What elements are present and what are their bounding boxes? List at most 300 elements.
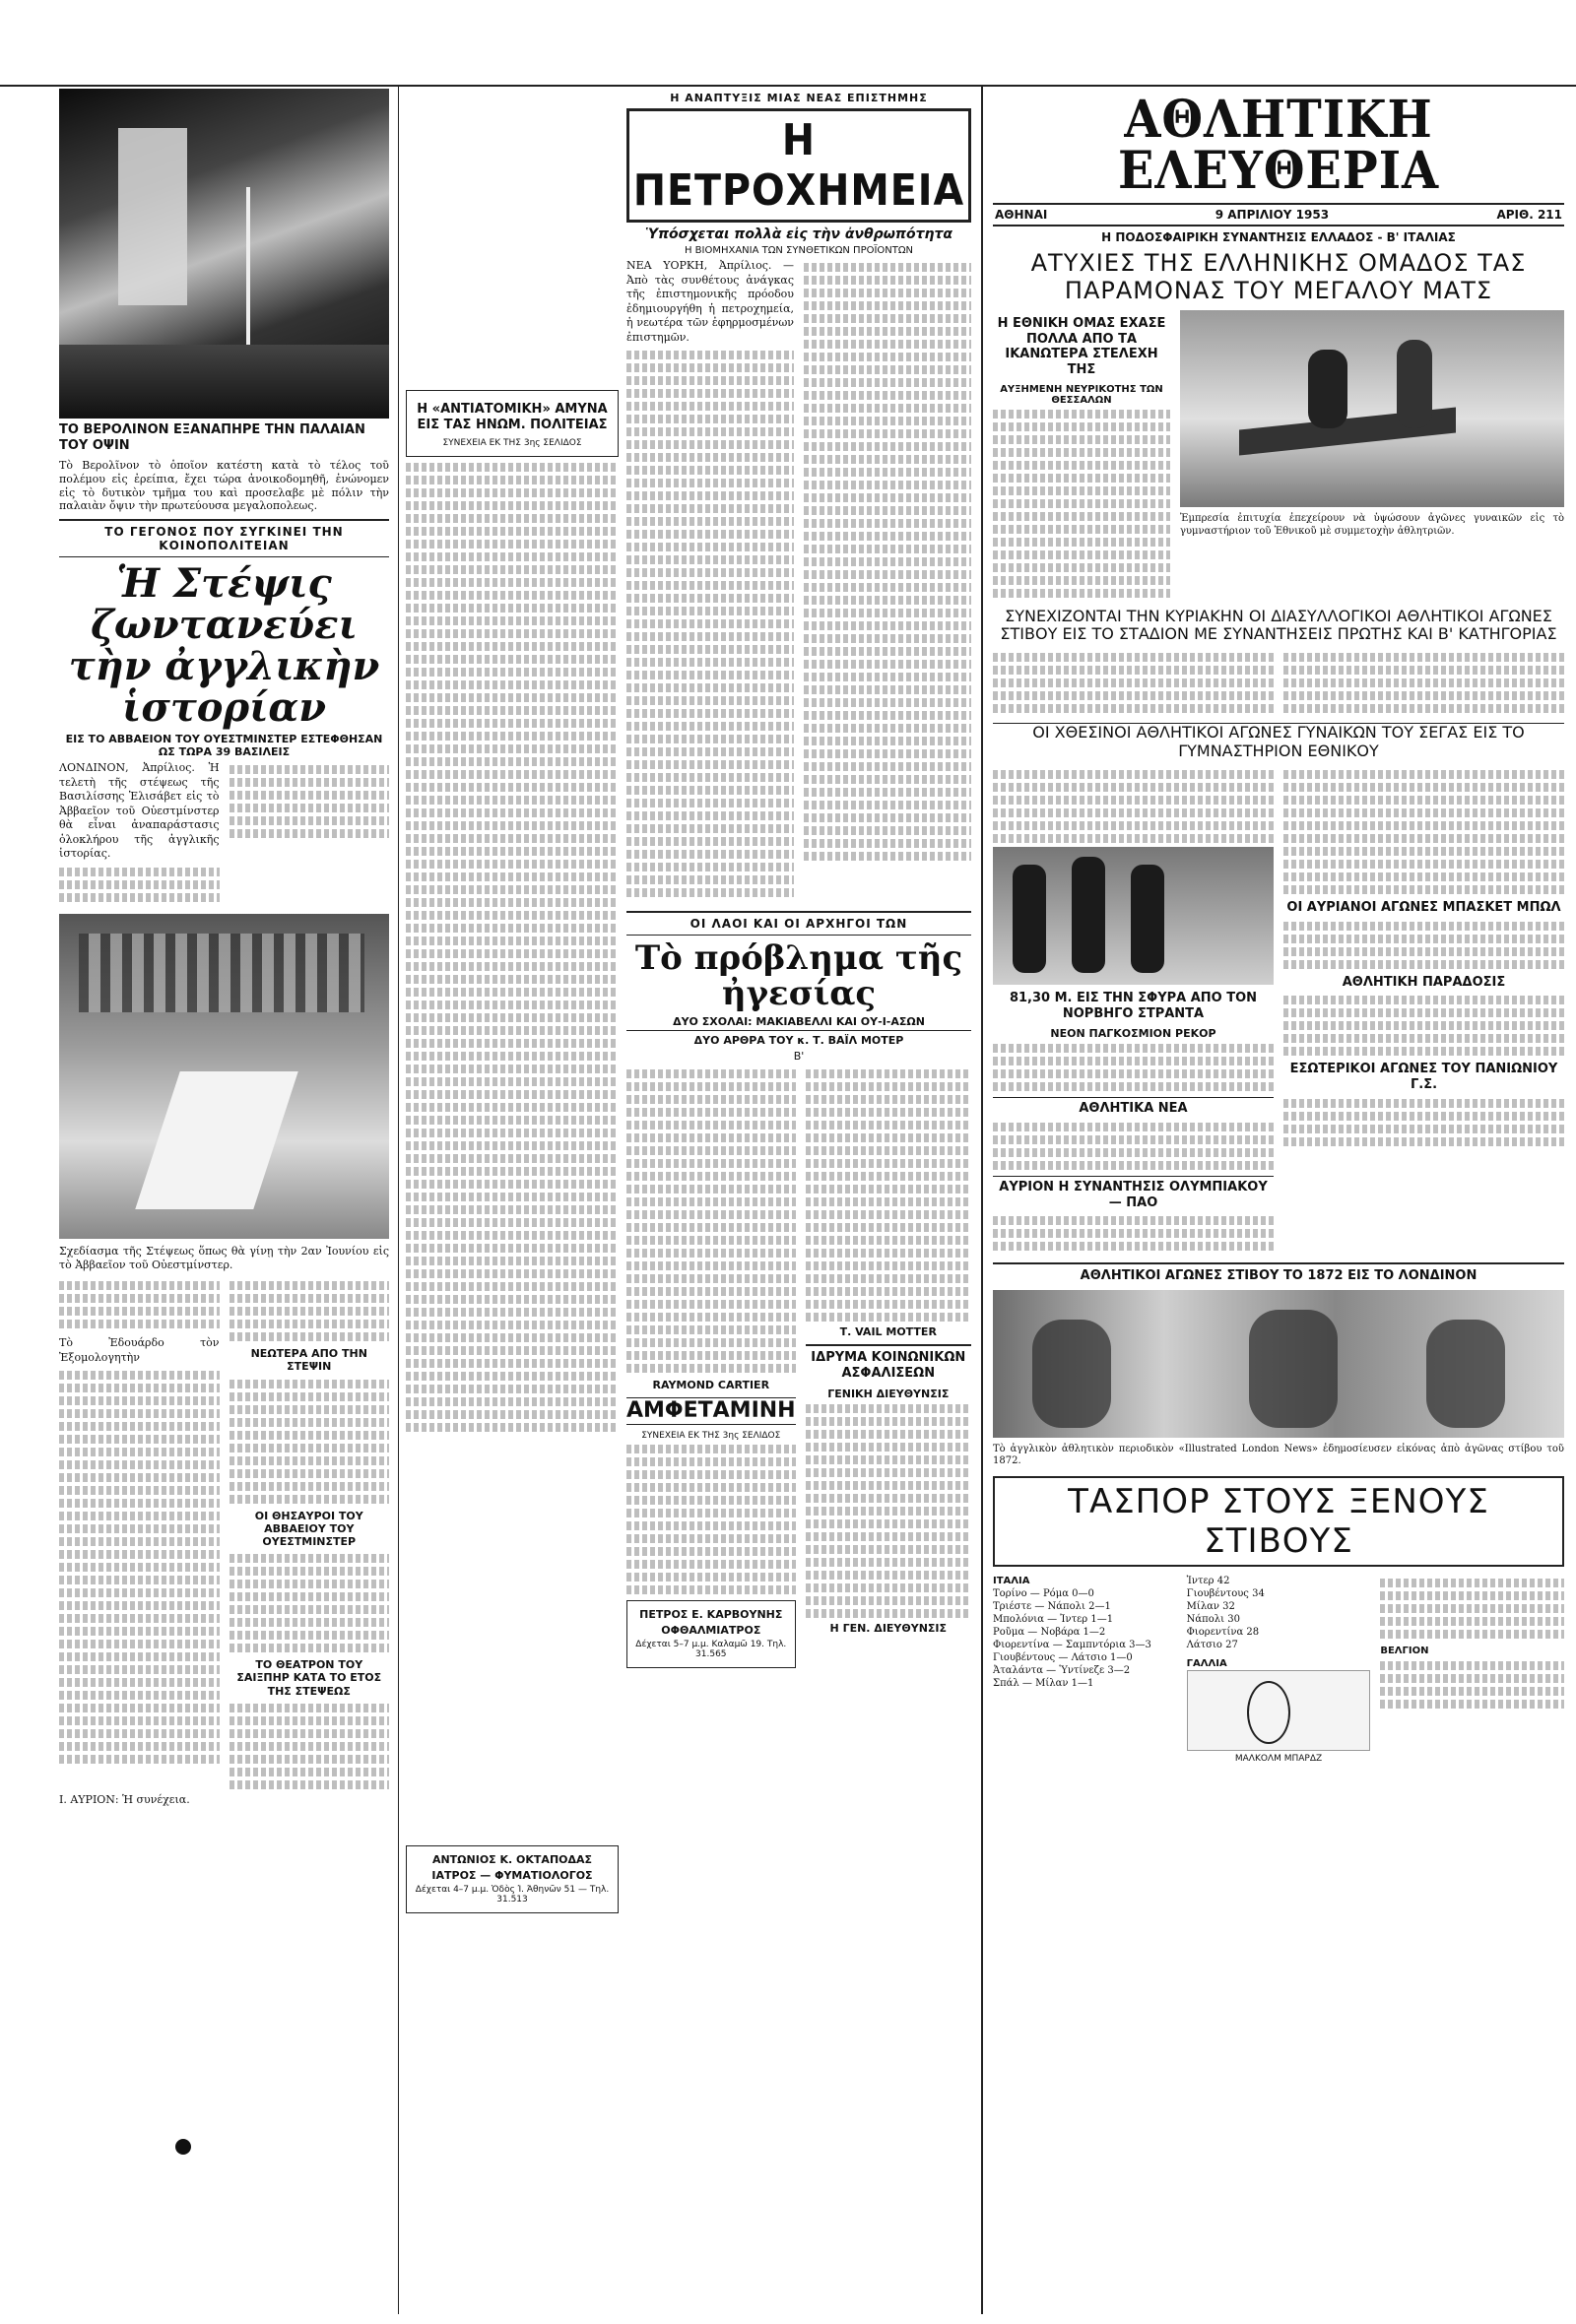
text-line <box>230 1592 390 1601</box>
text-line <box>626 1338 796 1347</box>
text-line <box>626 1287 796 1296</box>
text-line <box>804 647 971 656</box>
text-line <box>626 594 794 603</box>
text-line <box>804 788 971 797</box>
sport-photo1-col <box>1180 310 1564 601</box>
sport-headline: ΑΤΥΧΙΕΣ ΤΗΣ ΕΛΛΗΝΙΚΗΣ ΟΜΑΔΟΣ ΤΑΣ ΠΑΡΑΜΟΝΑΣ ΤΟΥ ΜΕΓΑΛΟΥ ΜΑΤΣ <box>1030 249 1527 304</box>
sport-sub-left2: ΑΥΞΗΜΕΝΗ ΝΕΥΡΙΚΟΤΗΣ ΤΩΝ ΘΕΣΣΑΛΩΝ <box>1000 383 1163 406</box>
text-line <box>1283 847 1564 856</box>
pet-body <box>626 259 971 901</box>
text-line <box>230 1554 390 1563</box>
text-line <box>626 773 794 782</box>
text-line <box>626 811 794 820</box>
text-line <box>626 1483 796 1492</box>
text-line <box>406 693 619 702</box>
text-line <box>806 1468 971 1477</box>
text-line <box>993 1057 1274 1065</box>
leaders-sub2: ΔΥΟ ΑΡΘΡΑ ΤΟΥ κ. Τ. ΒΑΪΛ ΜΟΤΕΡ <box>693 1034 904 1048</box>
text-line <box>626 543 794 551</box>
text-line <box>993 474 1170 483</box>
text-line <box>406 1218 619 1227</box>
text-line <box>626 1069 796 1078</box>
text-line <box>59 1755 220 1764</box>
league-line: Τορίνο — Ρόμα 0—0 <box>993 1587 1094 1599</box>
text-line <box>626 1351 796 1360</box>
text-line <box>626 850 794 859</box>
text-line <box>406 860 619 869</box>
text-line <box>230 1392 390 1401</box>
text-line <box>406 1180 619 1189</box>
text-line <box>804 301 971 310</box>
photo-street <box>59 345 389 419</box>
text-line <box>804 839 971 848</box>
engraving-figure <box>1249 1310 1338 1428</box>
text-line <box>230 1281 390 1290</box>
text-line <box>1283 783 1564 792</box>
text-line <box>59 1704 220 1712</box>
text-line <box>406 1269 619 1278</box>
text-line <box>806 1558 971 1567</box>
text-line <box>806 1274 971 1283</box>
text-line <box>1283 935 1564 943</box>
text-line <box>626 671 794 679</box>
section-next: ΝΕΩΤΕΡΑ ΑΠΟ ΤΗΝ ΣΤΕΨΙΝ <box>250 1347 367 1374</box>
article-lead: ΛΟΝΔΙΝΟΝ, Ἀπρίλιος. Ἡ τελετὴ τῆς στέψεως τῆς Βασιλίσσης Ἐλισάβετ εἰς τὸ Ἀββαεῖον τοῦ Οὐεστμίνστερ θὰ εἶναι ἀναπαράστασις ὁλοκλήρου τῆς ἀγγλικῆς ἱστορίας. <box>59 761 220 861</box>
text-line <box>626 555 794 564</box>
text-line <box>993 666 1274 675</box>
photo-runner <box>1131 865 1164 973</box>
text-line <box>804 801 971 809</box>
text-line <box>59 1640 220 1648</box>
text-line <box>993 796 1274 805</box>
text-line <box>230 1418 390 1427</box>
pet-kicker: Η ΑΝΑΠΤΥΞΙΣ ΜΙΑΣ ΝΕΑΣ ΕΠΙΣΤΗΜΗΣ <box>670 92 928 104</box>
text-line <box>993 783 1274 792</box>
standing-line: Φιορεντίνα 28 <box>1186 1626 1260 1638</box>
text-line <box>406 1385 619 1393</box>
text-line <box>993 1082 1274 1091</box>
text-line <box>230 1294 390 1303</box>
text-line <box>993 1069 1274 1078</box>
text-line <box>406 911 619 920</box>
text-line <box>1380 1591 1564 1600</box>
text-line <box>626 1364 796 1373</box>
text-line <box>993 512 1170 521</box>
text-line <box>993 1161 1274 1170</box>
standing-line: Μίλαν 32 <box>1186 1600 1235 1612</box>
text-line <box>626 402 794 411</box>
text-line <box>626 1560 796 1569</box>
text-line <box>804 570 971 579</box>
text-line <box>230 1444 390 1452</box>
text-line <box>406 744 619 753</box>
text-line <box>1283 1137 1564 1146</box>
col-head-panionios: ΕΣΩΤΕΡΙΚΟΙ ΑΓΩΝΕΣ ΤΟΥ ΠΑΝΙΩΝΙΟΥ Γ.Σ. <box>1289 1062 1558 1092</box>
text-line <box>1283 704 1564 713</box>
text-line <box>626 376 794 385</box>
text-line <box>626 1197 796 1206</box>
text-line <box>804 634 971 643</box>
text-line <box>993 448 1170 457</box>
text-line <box>993 1216 1274 1225</box>
text-line <box>406 527 619 536</box>
text-line <box>406 1282 619 1291</box>
photo-runner <box>1072 857 1105 973</box>
text-line <box>406 591 619 600</box>
text-line <box>406 1065 619 1073</box>
text-line <box>804 826 971 835</box>
text-line <box>804 685 971 694</box>
text-line <box>806 1223 971 1232</box>
text-line <box>804 596 971 605</box>
text-line <box>626 491 794 500</box>
text-line <box>406 975 619 984</box>
text-line <box>626 1172 796 1181</box>
text-line <box>626 363 794 372</box>
league-line: Σπάλ — Μίλαν 1—1 <box>993 1677 1094 1689</box>
text-line <box>806 1443 971 1452</box>
text-line <box>806 1172 971 1181</box>
sport-sub2-body <box>993 649 1564 717</box>
text-line <box>804 698 971 707</box>
text-line <box>59 1460 220 1469</box>
cartoon-caption: ΜΑΛΚΟΛΜ ΜΠΑΡΔΖ <box>1234 1753 1323 1764</box>
record-head: 81,30 Μ. ΕΙΣ ΤΗΝ ΣΦΥΡΑ ΑΠΟ ΤΟΝ ΝΟΡΒΗΓΟ ΣΤΡΑΝΤΑ <box>1009 991 1258 1021</box>
text-line <box>230 816 390 825</box>
text-line <box>230 1605 390 1614</box>
sport-sub-left: Η ΕΘΝΙΚΗ ΟΜΑΣ ΕΧΑΣΕ ΠΟΛΛΑ ΑΠΟ ΤΑ ΙΚΑΝΩΤΕΡΑ ΣΤΕΛΕΧΗ ΤΗΣ <box>997 316 1166 377</box>
text-line <box>59 1384 220 1392</box>
text-line <box>1380 1661 1564 1670</box>
text-line <box>59 1524 220 1533</box>
text-line <box>59 1627 220 1636</box>
text-line <box>993 1242 1274 1251</box>
text-line <box>59 1448 220 1456</box>
drawing-figures <box>79 934 364 1012</box>
text-line <box>804 442 971 451</box>
photo1-caption: Τὸ Βερολῖνον τὸ ὁποῖον κατέστη κατὰ τὸ τέλος τοῦ πολέμου εἰς ἐρείπια, ἔχει τώρα ἀνοικοδομηθῆ, ἐνώνομεν εἰς τὸ δυτικὸν τμῆμα του καὶ προσελαβε μὲ πόλιν τὴν παλαιὰν ὄψιν τὴν πρωτεύουσα μεγαλοπολεως. <box>59 459 389 513</box>
text-line <box>993 1135 1274 1144</box>
text-line <box>993 435 1170 444</box>
text-line <box>230 1729 390 1738</box>
text-line <box>406 655 619 664</box>
text-line <box>230 1618 390 1627</box>
notice-title: ΙΔΡΥΜΑ ΚΟΙΝΩΝΙΚΩΝ ΑΣΦΑΛΙΣΕΩΝ <box>806 1344 971 1381</box>
text-line <box>59 1512 220 1520</box>
col-head-basket: ΟΙ ΑΥΡΙΑΝΟΙ ΑΓΩΝΕΣ ΜΠΑΣΚΕΤ ΜΠΩΛ <box>1286 900 1561 916</box>
text-line <box>406 1346 619 1355</box>
text-line <box>1283 796 1564 805</box>
text-line <box>230 1495 390 1504</box>
text-line <box>59 1294 220 1303</box>
text-line <box>626 1470 796 1479</box>
text-line <box>626 1534 796 1543</box>
text-line <box>406 642 619 651</box>
text-line <box>406 1308 619 1317</box>
text-line <box>1283 922 1564 931</box>
text-line <box>406 719 619 728</box>
text-line <box>806 1159 971 1168</box>
text-line <box>1283 678 1564 687</box>
text-line <box>406 668 619 677</box>
text-line <box>806 1146 971 1155</box>
sport-lead-col <box>993 310 1170 601</box>
text-line <box>406 463 619 472</box>
text-line <box>993 410 1170 419</box>
text-line <box>993 834 1274 843</box>
text-line <box>626 709 794 718</box>
text-line <box>59 1281 220 1290</box>
text-line <box>806 1596 971 1605</box>
text-line <box>230 1716 390 1725</box>
eye-doctor-name: ΠΕΤΡΟΣ Ε. ΚΑΡΒΟΥΝΗΣ <box>639 1607 783 1621</box>
text-line <box>626 799 794 807</box>
eye-doctor-address: Δέχεται 5–7 μ.μ. Καλαμῶ 19. Τηλ. 31.565 <box>635 1639 787 1659</box>
text-line <box>59 1563 220 1572</box>
text-line <box>993 461 1170 470</box>
antiatomic-box <box>406 390 619 457</box>
berlin-night-photo <box>59 89 389 419</box>
text-line <box>993 538 1170 547</box>
text-line <box>806 1609 971 1618</box>
text-line <box>993 691 1274 700</box>
text-line <box>804 852 971 861</box>
leaders-body <box>626 1065 971 1673</box>
text-line <box>626 1585 796 1594</box>
text-line <box>406 732 619 741</box>
text-line <box>804 545 971 553</box>
text-line <box>804 711 971 720</box>
text-line <box>626 415 794 423</box>
text-line <box>626 479 794 487</box>
photo-athlete <box>1397 340 1432 428</box>
text-line <box>804 417 971 425</box>
text-line <box>804 749 971 758</box>
text-line <box>406 885 619 894</box>
text-line <box>1283 947 1564 956</box>
text-line <box>1283 1021 1564 1030</box>
text-line <box>626 722 794 731</box>
text-line <box>806 1121 971 1130</box>
text-line <box>1283 996 1564 1004</box>
text-line <box>626 1236 796 1245</box>
text-line <box>626 1249 796 1258</box>
text-line <box>626 1082 796 1091</box>
text-line <box>804 557 971 566</box>
text-line <box>626 1223 796 1232</box>
text-line <box>626 1159 796 1168</box>
text-line <box>806 1430 971 1439</box>
text-line <box>406 1077 619 1086</box>
text-line <box>59 880 220 889</box>
text-line <box>806 1494 971 1503</box>
text-line <box>804 762 971 771</box>
text-line <box>406 1141 619 1150</box>
left-body-lower <box>59 1277 389 1793</box>
text-line <box>626 1496 796 1505</box>
text-line <box>230 1456 390 1465</box>
text-line <box>1283 1034 1564 1043</box>
text-line <box>59 1396 220 1405</box>
text-line <box>406 924 619 933</box>
cartoon-face <box>1247 1681 1290 1744</box>
text-line <box>59 1435 220 1444</box>
left-column <box>59 89 389 1813</box>
text-line <box>626 1547 796 1556</box>
text-line <box>993 550 1170 559</box>
text-line <box>993 1123 1274 1131</box>
text-line <box>626 747 794 756</box>
column-rule <box>398 87 399 2314</box>
text-line <box>406 1001 619 1009</box>
text-line <box>230 1755 390 1764</box>
text-line <box>626 875 794 884</box>
text-line <box>230 1580 390 1588</box>
text-line <box>806 1583 971 1592</box>
text-line <box>1380 1579 1564 1587</box>
text-line <box>406 488 619 497</box>
text-line <box>230 1482 390 1491</box>
text-line <box>993 563 1170 572</box>
text-line <box>804 506 971 515</box>
text-line <box>626 1185 796 1194</box>
middle-left-column <box>406 89 619 1919</box>
text-line <box>806 1236 971 1245</box>
amphetamine-title: ΑΜΦΕΤΑΜΙΝΗ <box>626 1398 796 1424</box>
sport-mid-right <box>1283 766 1564 1255</box>
text-line <box>1283 1125 1564 1133</box>
text-line <box>59 1652 220 1661</box>
spacer <box>406 89 619 384</box>
text-line <box>1380 1604 1564 1613</box>
text-line <box>406 1423 619 1432</box>
text-line <box>626 696 794 705</box>
text-line <box>1283 1112 1564 1121</box>
text-line <box>230 1332 390 1341</box>
pet-lead: ΝΕΑ ΥΟΡΚΗ, Ἀπρίλιος. — Ἀπὸ τὰς συνθέτους ἀνάγκας τῆς ἐπιστημονικῆς πρόοδου ἐδημιουργήθη ἡ πετροχημεία, ἡ νεωτέρα τῶν ἐφηρμοσμένων ἐπιστημῶν. <box>626 259 794 344</box>
text-line <box>406 565 619 574</box>
text-line <box>406 680 619 689</box>
league-line: Μπολόνια — Ἰντερ 1—1 <box>993 1613 1114 1625</box>
text-line <box>1380 1700 1564 1709</box>
text-line <box>804 404 971 413</box>
text-line <box>806 1519 971 1528</box>
text-line <box>993 770 1274 779</box>
text-line <box>406 796 619 805</box>
france-head: ΓΑΛΛΙΑ <box>1186 1657 1227 1669</box>
text-line <box>406 1295 619 1304</box>
text-line <box>804 493 971 502</box>
text-line <box>406 834 619 843</box>
text-line <box>626 389 794 398</box>
text-line <box>406 1013 619 1022</box>
text-line <box>626 530 794 539</box>
text-line <box>406 847 619 856</box>
text-line <box>230 1567 390 1576</box>
text-line <box>806 1287 971 1296</box>
text-line <box>804 378 971 387</box>
text-line <box>406 757 619 766</box>
text-line <box>626 607 794 615</box>
sport-meta-row <box>993 203 1564 226</box>
text-line <box>406 616 619 625</box>
text-line <box>626 824 794 833</box>
text-line <box>406 540 619 549</box>
text-line <box>1380 1630 1564 1639</box>
standing-line: Ἰντερ 42 <box>1186 1575 1230 1586</box>
tasport-body <box>993 1575 1564 1769</box>
text-line <box>626 440 794 449</box>
section-theatre: ΤΟ ΘΕΑΤΡΟΝ ΤΟΥ ΣΑΙΞΠΗΡ ΚΑΤΑ ΤΟ ΕΤΟΣ ΤΗΣ ΣΤΕΨΕΩΣ <box>236 1658 382 1698</box>
notice-sub: ΓΕΝΙΚΗ ΔΙΕΥΘΥΝΣΙΣ <box>827 1387 950 1400</box>
text-line <box>59 1665 220 1674</box>
text-line <box>1283 885 1564 894</box>
belgium-head: ΒΕΛΓΙΟΝ <box>1380 1645 1429 1656</box>
text-line <box>1283 821 1564 830</box>
text-line <box>804 583 971 592</box>
text-line <box>59 893 220 902</box>
text-line <box>626 1210 796 1219</box>
text-line <box>806 1313 971 1322</box>
sport-mid-left <box>993 766 1274 1255</box>
meeting-head: ΑΥΡΙΟΝ Η ΣΥΝΑΝΤΗΣΙΣ ΟΛΥΜΠΙΑΚΟΥ — ΠΑΟ <box>993 1176 1274 1210</box>
text-line <box>626 1573 796 1582</box>
text-line <box>59 1742 220 1751</box>
doctor-ad-title: ΙΑΤΡΟΣ — ΦΥΜΑΤΙΟΛΟΓΟΣ <box>431 1869 593 1883</box>
col-head-tradition: ΑΘΛΗΤΙΚΗ ΠΑΡΑΔΟΣΙΣ <box>1342 974 1506 990</box>
text-line <box>806 1261 971 1270</box>
league-line: Φιορεντίνα — Σαμπντόρια 3—3 <box>993 1639 1151 1650</box>
sport-date: 9 ΑΠΡΙΛΙΟΥ 1953 <box>1215 208 1330 222</box>
text-line <box>806 1417 971 1426</box>
text-line <box>406 872 619 881</box>
text-line <box>406 783 619 792</box>
text-line <box>804 263 971 272</box>
photo-runner <box>1013 865 1046 973</box>
text-line <box>59 1320 220 1328</box>
text-line <box>804 673 971 681</box>
text-line <box>59 1614 220 1623</box>
text-line <box>804 289 971 297</box>
text-line <box>406 770 619 779</box>
text-line <box>993 808 1274 817</box>
standings-col <box>1187 1575 1371 1769</box>
sport-issue: ΑΡΙΘ. 211 <box>1496 208 1562 222</box>
amphetamine-author: RAYMOND CARTIER <box>652 1379 770 1392</box>
text-line <box>804 314 971 323</box>
text-line <box>626 1274 796 1283</box>
article-subhead: ΕΙΣ ΤΟ ΑΒΒΑΕΙΟΝ ΤΟΥ ΟΥΕΣΤΜΙΝΣΤΕΡ ΕΣΤΕΦΘΗΣΑΝ ΩΣ ΤΩΡΑ 39 ΒΑΣΙΛΕΙΣ <box>65 733 383 759</box>
text-line <box>406 1090 619 1099</box>
photo2-caption: Σχεδίασμα τῆς Στέψεως ὅπως θὰ γίνῃ τὴν 2αν Ἰουνίου εἰς τὸ Ἀββαεῖον τοῦ Οὐεστμίνστερ. <box>59 1244 389 1271</box>
text-line <box>59 1307 220 1316</box>
italy-col <box>993 1575 1177 1769</box>
text-line <box>406 514 619 523</box>
doctor-ad-address: Δέχεται 4–7 μ.μ. Ὁδὸς Ἰ. Ἀθηνῶν 51 — Τηλ. 31.513 <box>415 1885 610 1905</box>
text-line <box>406 1052 619 1061</box>
cartoon-drawing <box>1187 1670 1371 1751</box>
belgium-col <box>1380 1575 1564 1769</box>
text-line <box>59 1473 220 1482</box>
text-line <box>230 1380 390 1388</box>
ink-blot <box>175 2139 191 2155</box>
text-line <box>626 517 794 526</box>
photo2-caption: Τὸ ἀγγλικὸν ἀθλητικὸν περιοδικὸν «Illustrated London News» ἐδημοσίευσεν εἰκόνας ἀπὸ ἀγῶνας στίβου τοῦ 1872. <box>993 1443 1564 1467</box>
text-line <box>1380 1617 1564 1626</box>
text-line <box>626 888 794 897</box>
sport-city: ΑΘΗΝΑΙ <box>995 208 1048 222</box>
sport-kicker: Η ΠΟΔΟΣΦΑΙΡΙΚΗ ΣΥΝΑΝΤΗΣΙΣ ΕΛΛΑΔΟΣ - Β' ΙΤΑΛΙΑΣ <box>1101 230 1456 244</box>
